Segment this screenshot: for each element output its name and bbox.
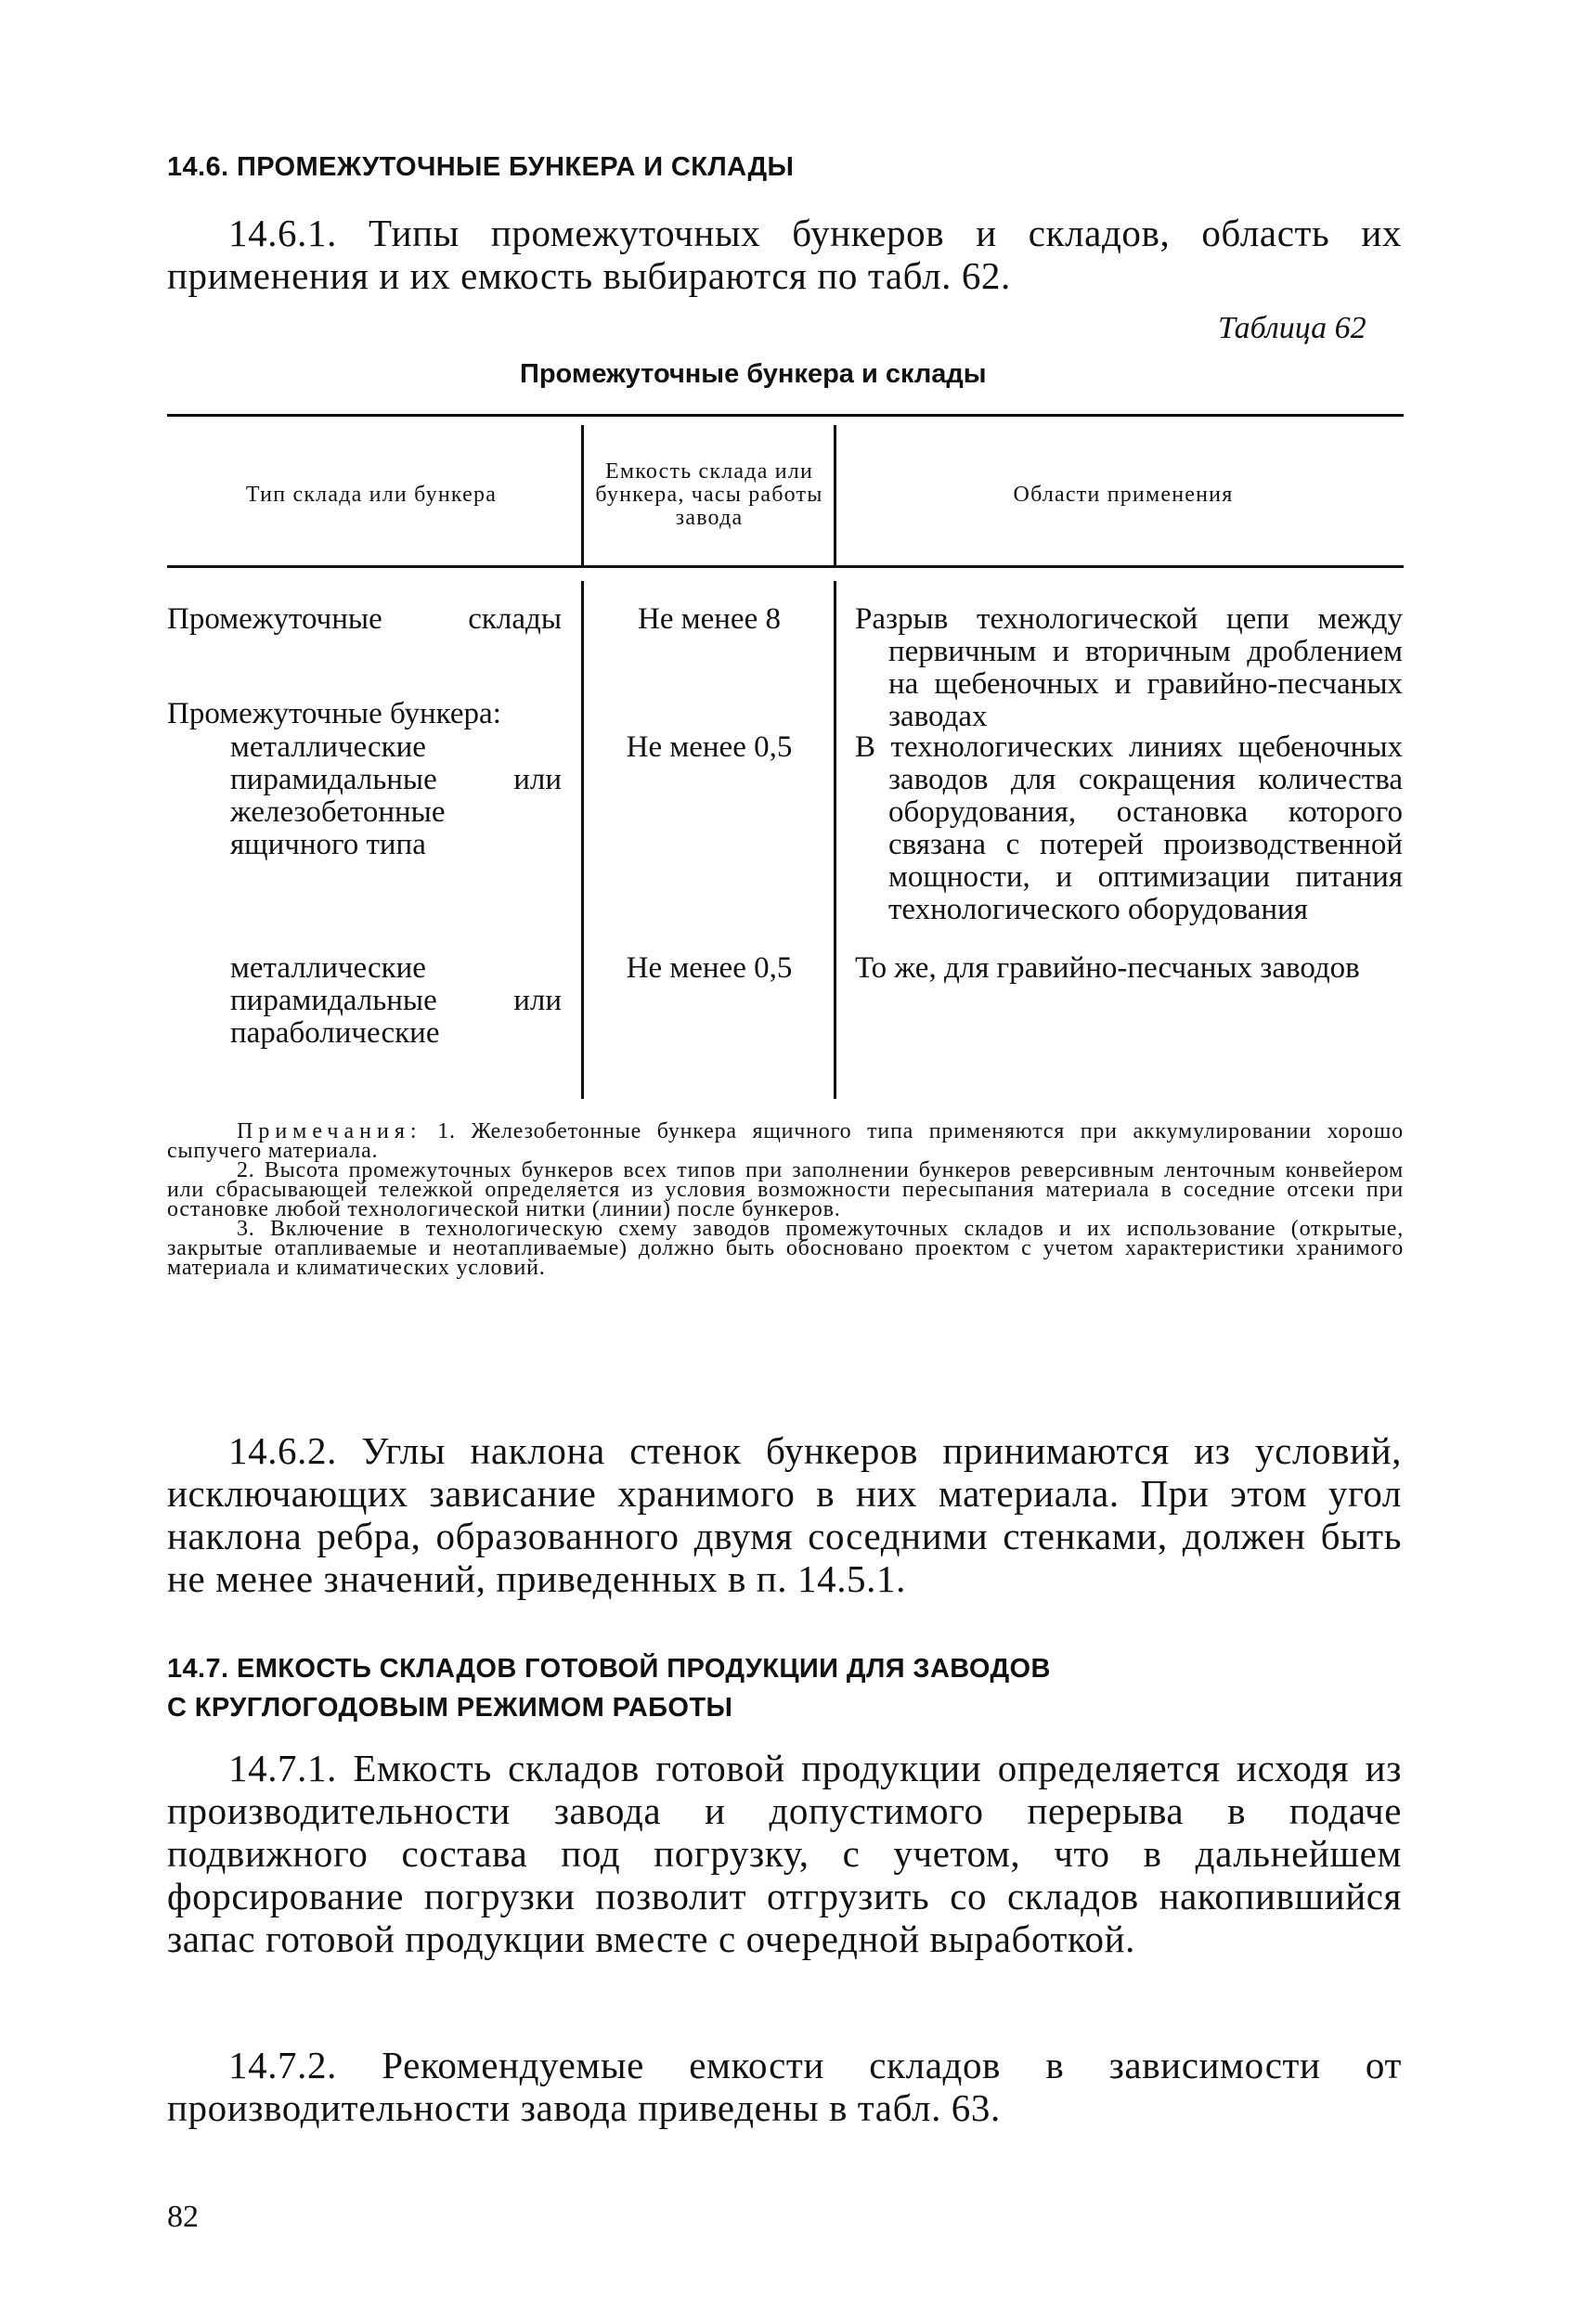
- paragraph-14-6-2-text: 14.6.2. Углы наклона стенок бункеров принимаются из условий, исключающих зависание хранимого в них материала. При этом угол наклона ребра, образованного двумя соседними стенками, должен быть не менее значений, приведенных в п. 14.5.1.: [167, 1429, 1402, 1600]
- section-heading-14-7-line1: 14.7. ЕМКОСТЬ СКЛАДОВ ГОТОВОЙ ПРОДУКЦИИ ДЛЯ ЗАВОДОВ: [167, 1654, 1051, 1684]
- row3-type: металлические пирамидальные или параболические: [230, 951, 562, 1050]
- row1-capacity: Не менее 8: [638, 602, 781, 636]
- paragraph-14-7-2-text: 14.7.2. Рекомендуемые емкости складов в зависимости от производительности завода приведены в табл. 63.: [167, 2044, 1402, 2129]
- table-62: [167, 414, 1404, 1099]
- paragraph-14-6-1: [167, 212, 1402, 297]
- paragraph-14-6-2: [167, 1429, 1402, 1600]
- row1-application: [855, 603, 1403, 733]
- notes-label: Примечания:: [237, 1119, 422, 1143]
- table-divider: [581, 425, 584, 566]
- table-header-rule: [167, 565, 1404, 568]
- table-title: Промежуточные бункера и склады: [520, 359, 987, 389]
- row2-type: металлические пирамидальные или железобетонные ящичного типа: [230, 730, 562, 861]
- row2-type-group: Промежуточные бункера:: [167, 697, 501, 730]
- note-3: 3. Включение в технологическую схему заводов промежуточных складов и их использование (открытые, закрытые отапливаемые и неотапливаемые) должно быть обосновано проектом с учетом характеристики хранимого материала и климатических условий.: [167, 1217, 1404, 1280]
- col-header-type: Тип склада или бункера: [245, 482, 498, 507]
- row1-type: Промежуточные склады: [167, 602, 562, 636]
- row3-capacity: Не менее 0,5: [626, 951, 793, 985]
- row2-application: [855, 731, 1403, 926]
- row1-application-text: Разрыв технологической цепи между первичным и вторичным дроблением на щебеночных и гравийно-песчаных заводах: [855, 602, 1403, 733]
- table-divider: [834, 581, 836, 1099]
- table-notes: [167, 1119, 1404, 1280]
- section-heading-14-7-line2: С КРУГЛОГОДОВЫМ РЕЖИМОМ РАБОТЫ: [167, 1693, 733, 1723]
- note-1-text: 1. Железобетонные бункера ящичного типа применяются при аккумулировании хорошо сыпучего материала.: [167, 1119, 1404, 1163]
- page-number: 82: [167, 2200, 199, 2234]
- paragraph-14-7-2: [167, 2044, 1402, 2129]
- table-label: Таблица 62: [1218, 311, 1366, 345]
- paragraph-14-6-1-text: 14.6.1. Типы промежуточных бункеров и складов, область их применения и их емкость выбираются по табл. 62.: [167, 212, 1402, 297]
- col-header-capacity: Емкость склада или бункера, часы работы завода: [595, 458, 823, 530]
- paragraph-14-7-1: [167, 1747, 1402, 1960]
- row2-application-text: В технологических линиях щебеночных заводов для сокращения количества оборудования, остановка которого связана с потерей производственной мощности, и оптимизации питания технологического оборудования: [855, 730, 1403, 926]
- row3-application: [855, 952, 1403, 985]
- table-top-rule: [167, 414, 1404, 417]
- note-2: 2. Высота промежуточных бункеров всех типов при заполнении бункеров реверсивным ленточным конвейером или сбрасывающей тележкой определяется из условия возможности пересыпания материала в соседние отсеки при остановке любой технологической нитки (линии) после бункеров.: [167, 1158, 1404, 1221]
- table-divider: [834, 425, 836, 566]
- section-heading-14-6: 14.6. ПРОМЕЖУТОЧНЫЕ БУНКЕРА И СКЛАДЫ: [167, 152, 795, 182]
- col-header-application: Области применения: [1013, 482, 1234, 507]
- row3-application-text: То же, для гравийно-песчаных заводов: [855, 951, 1360, 985]
- paragraph-14-7-1-text: 14.7.1. Емкость складов готовой продукции определяется исходя из производительности завода и допустимого перерыва в подаче подвижного состава под погрузку, с учетом, что в дальнейшем форсирование погрузки позволит отгрузить со складов накопившийся запас готовой продукции вместе с очередной выработкой.: [167, 1747, 1402, 1960]
- note-1: [167, 1119, 1404, 1163]
- row2-capacity: Не менее 0,5: [626, 730, 793, 764]
- table-divider: [581, 581, 584, 1099]
